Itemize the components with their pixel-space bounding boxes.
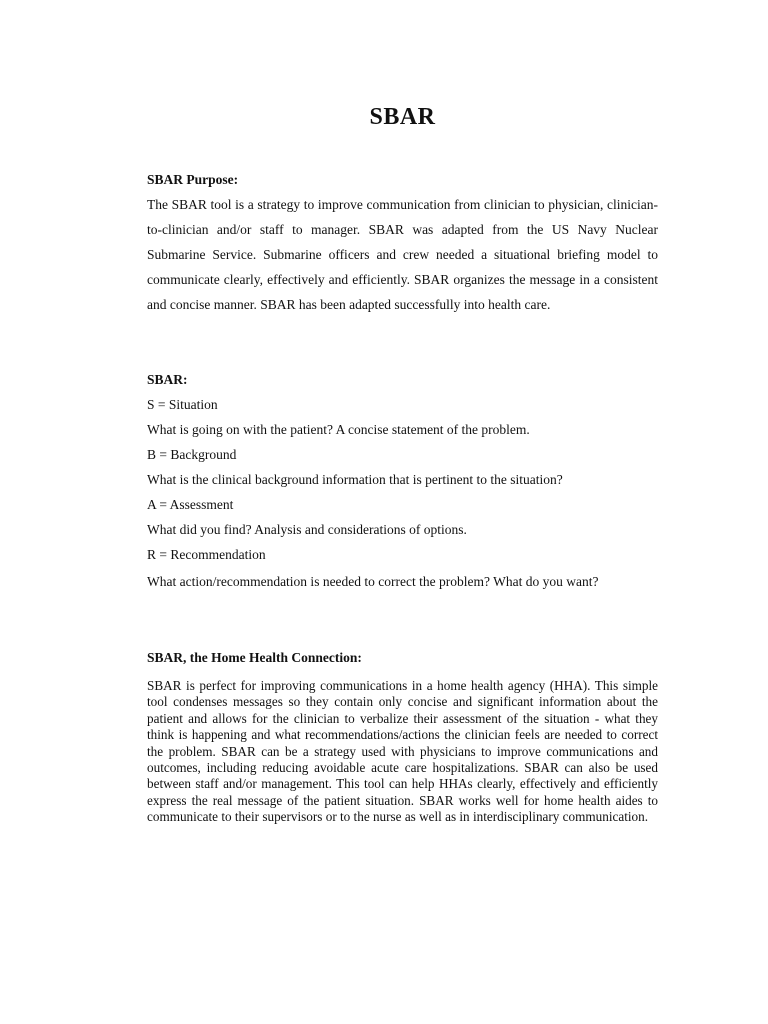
purpose-heading: SBAR Purpose: <box>147 172 239 187</box>
assessment-question: What did you find? Analysis and considerations of options. <box>147 522 467 537</box>
purpose-paragraph: The SBAR tool is a strategy to improve communication from clinician to physician, clinician-to-clinician and/or staff to manager. SBAR was adapted from the US Navy Nuclear Submarine Service. Submarine officers and crew needed a situational briefing model to communicate clearly, effectively and efficiently. SBAR organizes the message in a consistent and concise manner. SBAR has been adapted successfully into health care. <box>147 197 658 312</box>
recommendation-question: What action/recommendation is needed to correct the problem? What do you want? <box>147 574 599 589</box>
home-health-paragraph: SBAR is perfect for improving communications in a home health agency (HHA). This simple tool condenses messages so they contain only concise and significant information about the patient and allows for the clinician to verbalize their assessment of the situation - what they think is happening and what recommendations/actions the clinician feels are needed to correct the problem. SBAR can be a strategy used with physicians to improve communications and outcomes, including reducing avoidable acute care hospitalizations. SBAR can also be used between staff and/or management. This tool can help HHAs clearly, effectively and efficiently express the real message of the patient situation. SBAR works well for home health aides to communicate to their supervisors or to the nurse as well as in interdisciplinary communication. <box>147 678 658 825</box>
background-question: What is the clinical background information that is pertinent to the situation? <box>147 472 563 487</box>
assessment-term: A = Assessment <box>147 497 234 512</box>
situation-question: What is going on with the patient? A concise statement of the problem. <box>147 422 530 437</box>
recommendation-term: R = Recommendation <box>147 547 266 562</box>
sbar-heading: SBAR: <box>147 372 188 387</box>
situation-term: S = Situation <box>147 397 218 412</box>
document-title: SBAR <box>369 104 436 130</box>
home-health-heading: SBAR, the Home Health Connection: <box>147 650 362 665</box>
background-term: B = Background <box>147 447 237 462</box>
